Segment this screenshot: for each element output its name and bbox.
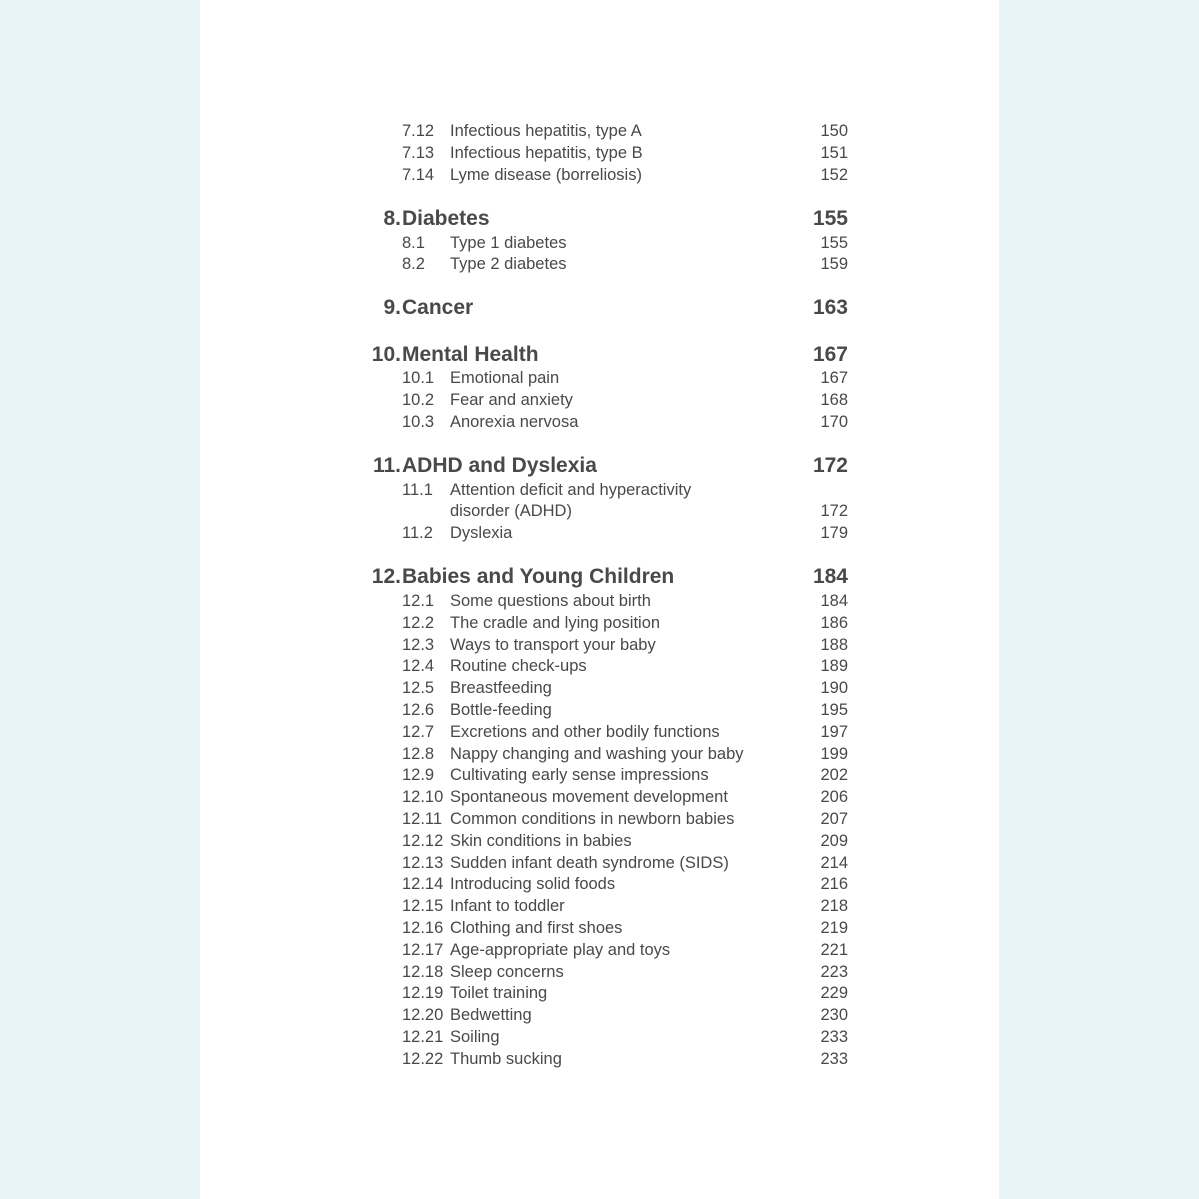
toc-entry bbox=[200, 367, 999, 389]
chapter-page: 155 bbox=[812, 207, 848, 230]
toc-entry bbox=[200, 873, 999, 895]
entry-title: Introducing solid foods bbox=[450, 875, 616, 894]
entry-title: Nappy changing and washing your baby bbox=[450, 744, 744, 763]
entry-page: 168 bbox=[820, 391, 848, 409]
entry-title: Some questions about birth bbox=[450, 592, 651, 610]
entry-title: Attention deficit and hyperactivity bbox=[450, 481, 692, 499]
entry-title: Spontaneous movement development bbox=[450, 788, 728, 807]
entry-page: 151 bbox=[820, 144, 848, 162]
entry-page: 184 bbox=[820, 592, 848, 610]
entry-title: Dyslexia bbox=[450, 524, 513, 542]
toc-entry bbox=[200, 764, 999, 786]
entry-number: 10.2 bbox=[402, 391, 435, 409]
entry-page: 207 bbox=[820, 810, 848, 828]
entry-page: 229 bbox=[820, 984, 848, 1003]
entry-number: 12.11 bbox=[402, 810, 443, 828]
toc-entry bbox=[200, 895, 999, 917]
entry-number: 12.2 bbox=[402, 613, 435, 632]
entry-title: Routine check-ups bbox=[450, 657, 587, 676]
chapter-title: Cancer bbox=[402, 296, 474, 319]
entry-page: 189 bbox=[820, 657, 848, 676]
chapter-heading bbox=[200, 205, 999, 233]
book-page bbox=[200, 0, 999, 1199]
entry-page: 218 bbox=[820, 897, 848, 916]
entry-number: 12.17 bbox=[402, 940, 444, 959]
toc-entry bbox=[200, 1048, 999, 1070]
toc-entry bbox=[200, 852, 999, 874]
entry-title: The cradle and lying position bbox=[450, 613, 661, 632]
chapter-title: Babies and Young Children bbox=[402, 565, 675, 588]
entry-page: 155 bbox=[820, 234, 848, 252]
entry-title: Lyme disease (borreliosis) bbox=[450, 166, 642, 184]
toc-entry bbox=[200, 677, 999, 699]
entry-page: 219 bbox=[820, 919, 848, 937]
entry-number: 7.14 bbox=[402, 166, 435, 184]
toc-entry bbox=[200, 1004, 999, 1026]
chapter-title: Mental Health bbox=[402, 343, 539, 366]
toc-entry bbox=[200, 120, 999, 142]
toc-entry bbox=[200, 253, 999, 275]
entry-page: 214 bbox=[820, 853, 848, 872]
toc-entry bbox=[200, 389, 999, 411]
entry-number: 12.15 bbox=[402, 897, 444, 916]
toc-entry bbox=[200, 164, 999, 186]
entry-number: 12.9 bbox=[402, 766, 435, 785]
entry-page: 202 bbox=[820, 766, 848, 785]
entry-title: Infant to toddler bbox=[450, 897, 565, 916]
entry-page: 170 bbox=[820, 413, 848, 431]
toc-entry bbox=[200, 786, 999, 808]
entry-title: Emotional pain bbox=[450, 369, 560, 387]
entry-number: 12.8 bbox=[402, 744, 435, 763]
entry-number: 12.20 bbox=[402, 1006, 444, 1025]
entry-page: 223 bbox=[820, 962, 848, 981]
toc-entry bbox=[200, 1026, 999, 1048]
chapter-page: 172 bbox=[812, 454, 848, 477]
entry-title: Sleep concerns bbox=[450, 962, 564, 981]
toc-entry-continuation bbox=[200, 500, 999, 522]
toc-entry bbox=[200, 917, 999, 939]
chapter-heading bbox=[200, 341, 999, 369]
chapter-page: 167 bbox=[812, 343, 848, 366]
entry-number: 8.2 bbox=[402, 255, 425, 273]
toc-entry bbox=[200, 699, 999, 721]
entry-number: 12.22 bbox=[402, 1049, 444, 1068]
entry-page: 152 bbox=[820, 166, 848, 184]
entry-number: 11.2 bbox=[402, 524, 433, 542]
entry-number: 12.14 bbox=[402, 875, 444, 894]
entry-page: 197 bbox=[820, 722, 848, 741]
toc-entry bbox=[200, 479, 999, 501]
entry-title: Type 2 diabetes bbox=[450, 255, 567, 273]
entry-title: Infectious hepatitis, type B bbox=[450, 144, 643, 162]
entry-number: 12.10 bbox=[402, 788, 444, 807]
entry-page: 216 bbox=[820, 875, 848, 894]
entry-page: 179 bbox=[820, 524, 848, 542]
entry-number: 12.13 bbox=[402, 853, 444, 872]
entry-page: 186 bbox=[820, 613, 848, 632]
entry-title: Clothing and first shoes bbox=[450, 919, 623, 937]
toc-entry bbox=[200, 634, 999, 656]
chapter-number: 9. bbox=[383, 296, 401, 319]
entry-title: Soiling bbox=[450, 1028, 500, 1046]
toc-entry bbox=[200, 655, 999, 677]
entry-page: 195 bbox=[820, 701, 848, 719]
toc-entry bbox=[200, 142, 999, 164]
toc-entry bbox=[200, 721, 999, 743]
entry-number: 12.21 bbox=[402, 1028, 444, 1046]
entry-title: Cultivating early sense impressions bbox=[450, 766, 709, 785]
entry-number: 7.13 bbox=[402, 144, 435, 162]
entry-page: 233 bbox=[820, 1049, 848, 1068]
chapter-heading bbox=[200, 294, 999, 322]
entry-number: 12.12 bbox=[402, 831, 444, 850]
chapter-heading bbox=[200, 452, 999, 480]
entry-title: Excretions and other bodily functions bbox=[450, 722, 720, 741]
entry-title: Skin conditions in babies bbox=[450, 831, 632, 850]
entry-title-continuation: disorder (ADHD) bbox=[450, 502, 572, 520]
entry-number: 12.18 bbox=[402, 962, 444, 981]
entry-page: 209 bbox=[820, 831, 848, 850]
entry-page: 233 bbox=[820, 1028, 848, 1046]
entry-number: 10.3 bbox=[402, 413, 435, 431]
entry-page: 159 bbox=[820, 255, 848, 273]
entry-title: Bedwetting bbox=[450, 1006, 532, 1025]
entry-number: 12.7 bbox=[402, 722, 435, 741]
entry-title: Toilet training bbox=[450, 984, 548, 1003]
entry-number: 8.1 bbox=[402, 234, 425, 252]
entry-number: 11.1 bbox=[402, 481, 433, 499]
entry-title: Sudden infant death syndrome (SIDS) bbox=[450, 853, 729, 872]
chapter-number: 11. bbox=[372, 454, 401, 477]
chapter-title: Diabetes bbox=[402, 207, 490, 230]
toc-entry bbox=[200, 411, 999, 433]
toc-entry bbox=[200, 939, 999, 961]
entry-title: Common conditions in newborn babies bbox=[450, 810, 735, 828]
entry-title: Thumb sucking bbox=[450, 1049, 562, 1068]
entry-page: 230 bbox=[820, 1006, 848, 1025]
toc-entry bbox=[200, 982, 999, 1004]
entry-page: 188 bbox=[820, 635, 848, 654]
chapter-number: 10. bbox=[371, 343, 401, 366]
entry-number: 12.4 bbox=[402, 657, 435, 676]
entry-number: 12.19 bbox=[402, 984, 444, 1003]
toc-entry bbox=[200, 232, 999, 254]
entry-title: Anorexia nervosa bbox=[450, 413, 579, 431]
entry-page: 190 bbox=[820, 679, 848, 698]
entry-number: 12.1 bbox=[402, 592, 435, 610]
toc-entry bbox=[200, 961, 999, 983]
entry-number: 12.3 bbox=[402, 635, 435, 654]
entry-page: 206 bbox=[820, 788, 848, 807]
chapter-page: 163 bbox=[812, 296, 848, 319]
entry-number: 10.1 bbox=[402, 369, 435, 387]
entry-number: 12.16 bbox=[402, 919, 444, 937]
toc-entry bbox=[200, 808, 999, 830]
entry-number: 12.5 bbox=[402, 679, 435, 698]
entry-page: 199 bbox=[820, 744, 848, 763]
entry-page: 150 bbox=[820, 122, 848, 140]
entry-title: Age-appropriate play and toys bbox=[450, 940, 671, 959]
toc-entry bbox=[200, 590, 999, 612]
chapter-page: 184 bbox=[812, 565, 848, 588]
entry-title: Breastfeeding bbox=[450, 679, 552, 698]
entry-page: 172 bbox=[820, 502, 848, 520]
toc-entry bbox=[200, 522, 999, 544]
toc-entry bbox=[200, 612, 999, 634]
entry-title: Fear and anxiety bbox=[450, 391, 573, 409]
entry-title: Bottle-feeding bbox=[450, 701, 552, 719]
toc-entry bbox=[200, 830, 999, 852]
entry-page: 221 bbox=[820, 940, 848, 959]
chapter-title: ADHD and Dyslexia bbox=[402, 454, 597, 477]
entry-number: 12.6 bbox=[402, 701, 435, 719]
entry-title: Ways to transport your baby bbox=[450, 635, 656, 654]
toc-entry bbox=[200, 743, 999, 765]
entry-title: Infectious hepatitis, type A bbox=[450, 122, 642, 140]
entry-page: 167 bbox=[820, 369, 848, 387]
chapter-number: 8. bbox=[383, 207, 401, 230]
chapter-heading bbox=[200, 563, 999, 591]
entry-title: Type 1 diabetes bbox=[450, 234, 567, 252]
entry-number: 7.12 bbox=[402, 122, 435, 140]
chapter-number: 12. bbox=[371, 565, 401, 588]
